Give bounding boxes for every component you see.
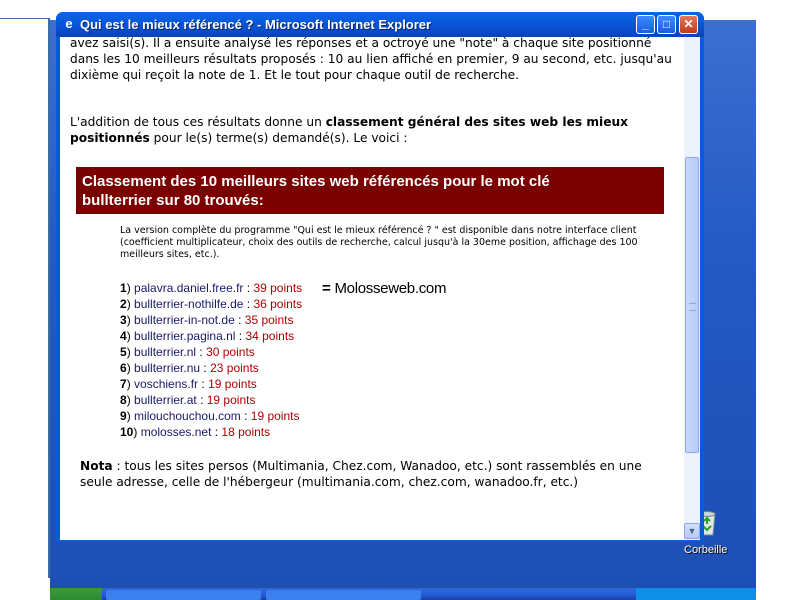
rank-points: 35 points bbox=[244, 313, 294, 327]
rank-points: 18 points bbox=[221, 425, 271, 439]
rank-number: 6 bbox=[120, 361, 127, 375]
taskbar-item[interactable] bbox=[266, 590, 421, 600]
list-item: 8) bullterrier.at : 19 points bbox=[120, 393, 256, 407]
ranking-banner bbox=[76, 167, 664, 214]
left-edge-line bbox=[0, 18, 50, 19]
rank-points: 23 points bbox=[210, 361, 259, 375]
rank-site-link[interactable]: bullterrier-nothilfe.de bbox=[134, 297, 244, 311]
annotation-equals: = bbox=[322, 280, 331, 297]
vertical-scrollbar[interactable] bbox=[684, 37, 700, 540]
summary-bold: classement général des sites web les mieux positionnés bbox=[70, 115, 629, 145]
rank-points: 34 points bbox=[245, 329, 295, 343]
rank-site-link[interactable]: bullterrier.nu bbox=[134, 361, 201, 375]
rank-points: 19 points bbox=[250, 409, 300, 423]
rank-number: 3 bbox=[120, 313, 127, 327]
close-button[interactable]: ✕ bbox=[679, 15, 698, 34]
rank-site-link[interactable]: voschiens.fr bbox=[134, 377, 199, 391]
nota-paragraph bbox=[80, 458, 670, 490]
annotation-text: Molosseweb.com bbox=[334, 280, 447, 297]
rank-points: 30 points bbox=[206, 345, 255, 359]
banner-line-2: bullterrier sur 80 trouvés: bbox=[82, 192, 264, 209]
rank-points: 39 points bbox=[253, 281, 303, 295]
rank-site-link[interactable]: molosses.net bbox=[140, 425, 212, 439]
window-title: Qui est le mieux référencé ? - Microsoft Internet Explorer bbox=[80, 17, 432, 32]
list-item: 7) voschiens.fr : 19 points bbox=[120, 377, 257, 391]
rank-site-link[interactable]: bullterrier.at bbox=[134, 393, 197, 407]
rank-site-link[interactable]: bullterrier-in-not.de bbox=[134, 313, 235, 327]
client-version-note: La version complète du programme "Qui est le mieux référencé ? " est disponible dans notre interface client (coefficient multiplicateur, choix des outils de recherche, calcul jusqu'à la 30eme position, affichage des 100 meilleurs sites, etc.). bbox=[120, 225, 638, 260]
rank-number: 7 bbox=[120, 377, 127, 391]
rank-site-link[interactable]: milouchouchou.com bbox=[134, 409, 241, 423]
ie-window bbox=[56, 12, 704, 542]
summary-prefix: L'addition de tous ces résultats donne un bbox=[70, 115, 326, 129]
list-item: 6) bullterrier.nu : 23 points bbox=[120, 361, 259, 375]
nota-label: Nota bbox=[80, 459, 113, 473]
list-item: 4) bullterrier.pagina.nl : 34 points bbox=[120, 329, 295, 343]
rank-points: 36 points bbox=[253, 297, 303, 311]
scroll-down-button[interactable]: ▼ bbox=[684, 523, 700, 539]
start-button[interactable] bbox=[50, 588, 102, 600]
scrollbar-thumb[interactable] bbox=[685, 157, 699, 453]
page-content bbox=[60, 37, 684, 540]
taskbar-item[interactable] bbox=[106, 590, 261, 600]
rank-site-link[interactable]: bullterrier.pagina.nl bbox=[134, 329, 236, 343]
nota-text: : tous les sites persos (Multimania, Chez.com, Wanadoo, etc.) sont rassemblés en une seule adresse, celle de l'hébergeur (multimania.com, chez.com, wanadoo.fr, etc.) bbox=[80, 459, 642, 489]
rank-points: 19 points bbox=[208, 377, 257, 391]
rank-number: 4 bbox=[120, 329, 127, 343]
rank-number: 5 bbox=[120, 345, 127, 359]
scrollbar-grip-icon bbox=[689, 303, 696, 311]
list-item: 10) molosses.net : 18 points bbox=[120, 425, 271, 439]
list-item: 3) bullterrier-in-not.de : 35 points bbox=[120, 313, 294, 327]
rank-number: 8 bbox=[120, 393, 127, 407]
rank-site-link[interactable]: palavra.daniel.free.fr bbox=[134, 281, 244, 295]
left-edge-border bbox=[48, 18, 50, 578]
molosseweb-annotation bbox=[322, 280, 446, 297]
list-item: 5) bullterrier.nl : 30 points bbox=[120, 345, 255, 359]
rank-number: 10 bbox=[120, 425, 134, 439]
intro-paragraph: avez saisi(s). Il a ensuite analysé les réponses et a octroyé une "note" à chaque site positionné dans les 10 meilleurs résultats proposés : 10 au lien affiché en premier, 9 au second, etc. jusqu'au dixième qui reçoit la note de 1. Et le tout pour chaque outil de recherche. bbox=[70, 37, 672, 82]
ranking-list bbox=[120, 280, 302, 440]
minimize-button[interactable]: _ bbox=[636, 15, 655, 34]
taskbar bbox=[50, 588, 756, 600]
rank-site-link[interactable]: bullterrier.nl bbox=[134, 345, 197, 359]
summary-suffix: pour le(s) terme(s) demandé(s). Le voici : bbox=[149, 131, 408, 145]
rank-number: 2 bbox=[120, 297, 127, 311]
rank-number: 1 bbox=[120, 281, 127, 295]
rank-number: 9 bbox=[120, 409, 127, 423]
ie-logo-icon: e bbox=[65, 16, 73, 31]
left-background bbox=[0, 0, 50, 600]
banner-line-1: Classement des 10 meilleurs sites web référencés pour le mot clé bbox=[82, 173, 550, 190]
list-item: 9) milouchouchou.com : 19 points bbox=[120, 409, 300, 423]
maximize-button[interactable]: □ bbox=[657, 15, 676, 34]
list-item: 2) bullterrier-nothilfe.de : 36 points bbox=[120, 297, 303, 311]
rank-points: 19 points bbox=[206, 393, 256, 407]
title-bar[interactable] bbox=[56, 12, 704, 37]
summary-paragraph bbox=[70, 114, 674, 146]
recycle-bin-label[interactable]: Corbeille bbox=[684, 544, 728, 556]
system-tray bbox=[636, 588, 756, 600]
list-item: 1) palavra.daniel.free.fr : 39 points bbox=[120, 281, 303, 295]
